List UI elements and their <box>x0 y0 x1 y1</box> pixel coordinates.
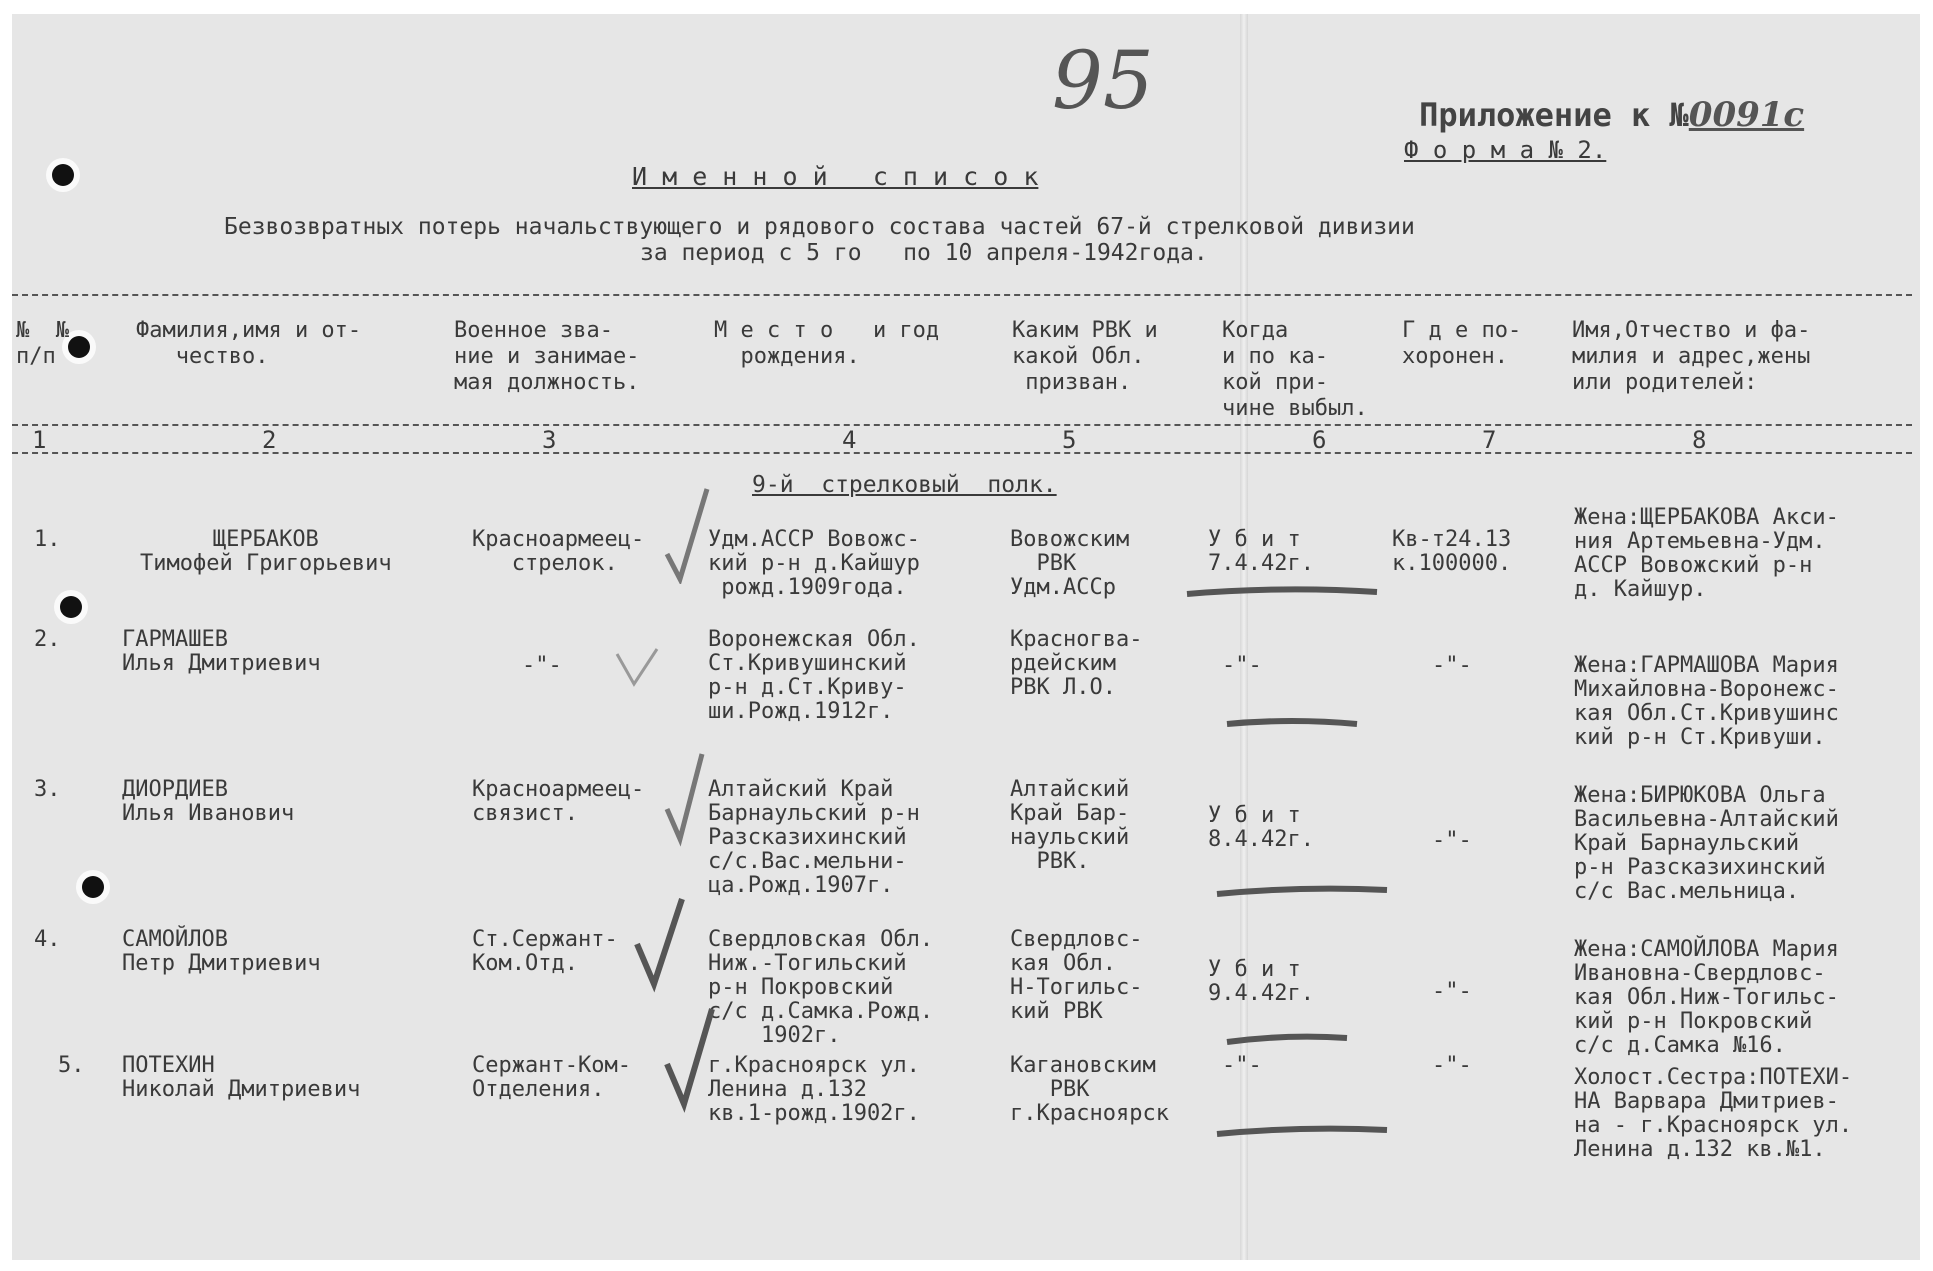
row-2-when: -"- <box>1222 653 1262 678</box>
row-2-buried: -"- <box>1432 653 1472 678</box>
column-number-6: 6 <box>1312 426 1327 454</box>
row-5-name: ПОТЕХИН Николай Дмитриевич <box>122 1053 361 1102</box>
row-5-kin: Холост.Сестра:ПОТЕХИ- НА Варвара Дмитриев- на - г.Красноярск ул. Ленина д.132 кв.№1. <box>1574 1065 1853 1162</box>
header-rule-mid <box>12 424 1912 426</box>
row-1-rank: Красноармеец- стрелок. <box>472 527 645 576</box>
row-3-number: 3. <box>34 777 61 802</box>
pencil-stroke <box>1212 882 1392 902</box>
row-1-rvk: Вовожским РВК Удм.АССр <box>1010 527 1130 600</box>
row-2-rvk: Красногва- рдейским РВК Л.О. <box>1010 627 1143 700</box>
column-header-7: Г д е по- хоронен. <box>1402 318 1522 369</box>
column-number-3: 3 <box>542 426 557 454</box>
row-5-buried: -"- <box>1432 1053 1472 1078</box>
row-2-rank: -"- <box>522 653 562 678</box>
row-2-birthplace: Воронежская Обл. Ст.Кривушинский р-н д.Ст.Криву- ши.Рожд.1912г. <box>708 627 920 724</box>
row-5-number: 5. <box>58 1053 85 1078</box>
column-number-4: 4 <box>842 426 857 454</box>
appendix-number: 0091с <box>1688 95 1805 135</box>
pencil-stroke <box>1222 714 1362 734</box>
check-mark-icon <box>662 1004 722 1114</box>
pencil-stroke <box>1182 582 1382 602</box>
column-header-5: Каким РВК и какой Обл. призван. <box>1012 318 1158 395</box>
row-1-kin: Жена:ЩЕРБАКОВА Акси- ния Артемьевна-Удм. АССР Вовожский р-н д. Кайшур. <box>1574 505 1839 602</box>
pencil-stroke <box>1212 1122 1392 1142</box>
punch-hole <box>52 164 74 186</box>
row-1-name: ЩЕРБАКОВ Тимофей Григорьевич <box>140 527 392 576</box>
row-3-buried: -"- <box>1432 828 1472 853</box>
header-rule-bottom <box>12 452 1912 454</box>
check-mark-icon <box>662 749 712 849</box>
column-header-3: Военное зва- ние и занимае- мая должность. <box>454 318 640 395</box>
column-header-4: М е с т о и год рождения. <box>714 318 940 369</box>
check-mark-icon <box>612 644 662 694</box>
row-2-kin: Жена:ГАРМАШОВА Мария Михайловна-Воронежс- кая Обл.Ст.Кривушинс кий р-н Ст.Кривуши. <box>1574 653 1839 750</box>
punch-hole <box>68 336 90 358</box>
row-2-number: 2. <box>34 627 61 652</box>
header-rule-top <box>12 294 1912 296</box>
document-subtitle-line2: за период с 5 го по 10 апреля-1942года. <box>640 240 1208 266</box>
row-1-birthplace: Удм.АССР Вовожс- кий р-н д.Кайшур рожд.1909года. <box>708 527 920 600</box>
row-3-rank: Красноармеец- связист. <box>472 777 645 826</box>
column-header-2: Фамилия,имя и от- чество. <box>136 318 362 369</box>
appendix-text: Приложение к № <box>1419 96 1689 134</box>
punch-hole <box>60 596 82 618</box>
row-4-name: САМОЙЛОВ Петр Дмитриевич <box>122 927 321 976</box>
column-header-1: № № п/п <box>16 318 69 369</box>
row-4-number: 4. <box>34 927 61 952</box>
column-number-8: 8 <box>1692 426 1707 454</box>
row-3-when: У б и т 8.4.42г. <box>1208 803 1314 852</box>
document-title: И м е н н о й с п и с о к <box>632 162 1039 191</box>
row-5-rank: Сержант-Ком- Отделения. <box>472 1053 631 1102</box>
row-4-when: У б и т 9.4.42г. <box>1208 957 1314 1006</box>
row-4-buried: -"- <box>1432 979 1472 1004</box>
column-number-2: 2 <box>262 426 277 454</box>
row-3-kin: Жена:БИРЮКОВА Ольга Васильевна-Алтайский Край Барнаульский р-н Разсказихинский с/с Вас.мельница. <box>1574 783 1839 904</box>
column-header-8: Имя,Отчество и фа- милия и адрес,жены или родителей: <box>1572 318 1811 395</box>
form-label: Ф о р м а № 2. <box>1404 136 1607 164</box>
row-3-birthplace: Алтайский Край Барнаульский р-н Разсказихинский с/с.Вас.мельни- ца.Рожд.1907г. <box>708 777 920 898</box>
column-header-6: Когда и по ка- кой при- чине выбыл. <box>1222 318 1368 421</box>
row-5-rvk: Кагановским РВК г.Красноярск <box>1010 1053 1169 1126</box>
section-heading: 9-й стрелковый полк. <box>752 472 1057 498</box>
row-1-number: 1. <box>34 527 61 552</box>
row-3-rvk: Алтайский Край Бар- наульский РВК. <box>1010 777 1130 874</box>
column-number-1: 1 <box>32 426 47 454</box>
row-1-buried: Кв-т24.13 к.100000. <box>1392 527 1512 576</box>
column-number-5: 5 <box>1062 426 1077 454</box>
row-4-birthplace: Свердловская Обл. Ниж.-Тогильский р-н Покровский с/с д.Самка.Рожд. 1902г. <box>708 927 934 1048</box>
page-number: 95 <box>1052 34 1154 127</box>
punch-hole <box>82 876 104 898</box>
check-mark-icon <box>662 484 712 584</box>
row-4-rvk: Свердловс- кая Обл. Н-Тогильс- кий РВК <box>1010 927 1143 1024</box>
document-page <box>12 14 1920 1260</box>
document-subtitle-line1: Безвозвратных потерь начальствующего и рядового состава частей 67-й стрелковой дивизии <box>224 214 1415 240</box>
pencil-stroke <box>1222 1030 1352 1050</box>
row-3-name: ДИОРДИЕВ Илья Иванович <box>122 777 295 826</box>
column-number-7: 7 <box>1482 426 1497 454</box>
row-2-name: ГАРМАШЕВ Илья Дмитриевич <box>122 627 321 676</box>
row-5-birthplace: г.Красноярск ул. Ленина д.132 кв.1-рожд.1902г. <box>708 1053 920 1126</box>
row-5-when: -"- <box>1222 1053 1262 1078</box>
row-1-when: У б и т 7.4.42г. <box>1208 527 1314 576</box>
row-4-kin: Жена:САМОЙЛОВА Мария Ивановна-Свердловс- кая Обл.Ниж-Тогильс- кий р-н Покровский с/с д.Самка №16. <box>1574 937 1839 1058</box>
row-4-rank: Ст.Сержант- Ком.Отд. <box>472 927 618 976</box>
check-mark-icon <box>632 894 692 994</box>
